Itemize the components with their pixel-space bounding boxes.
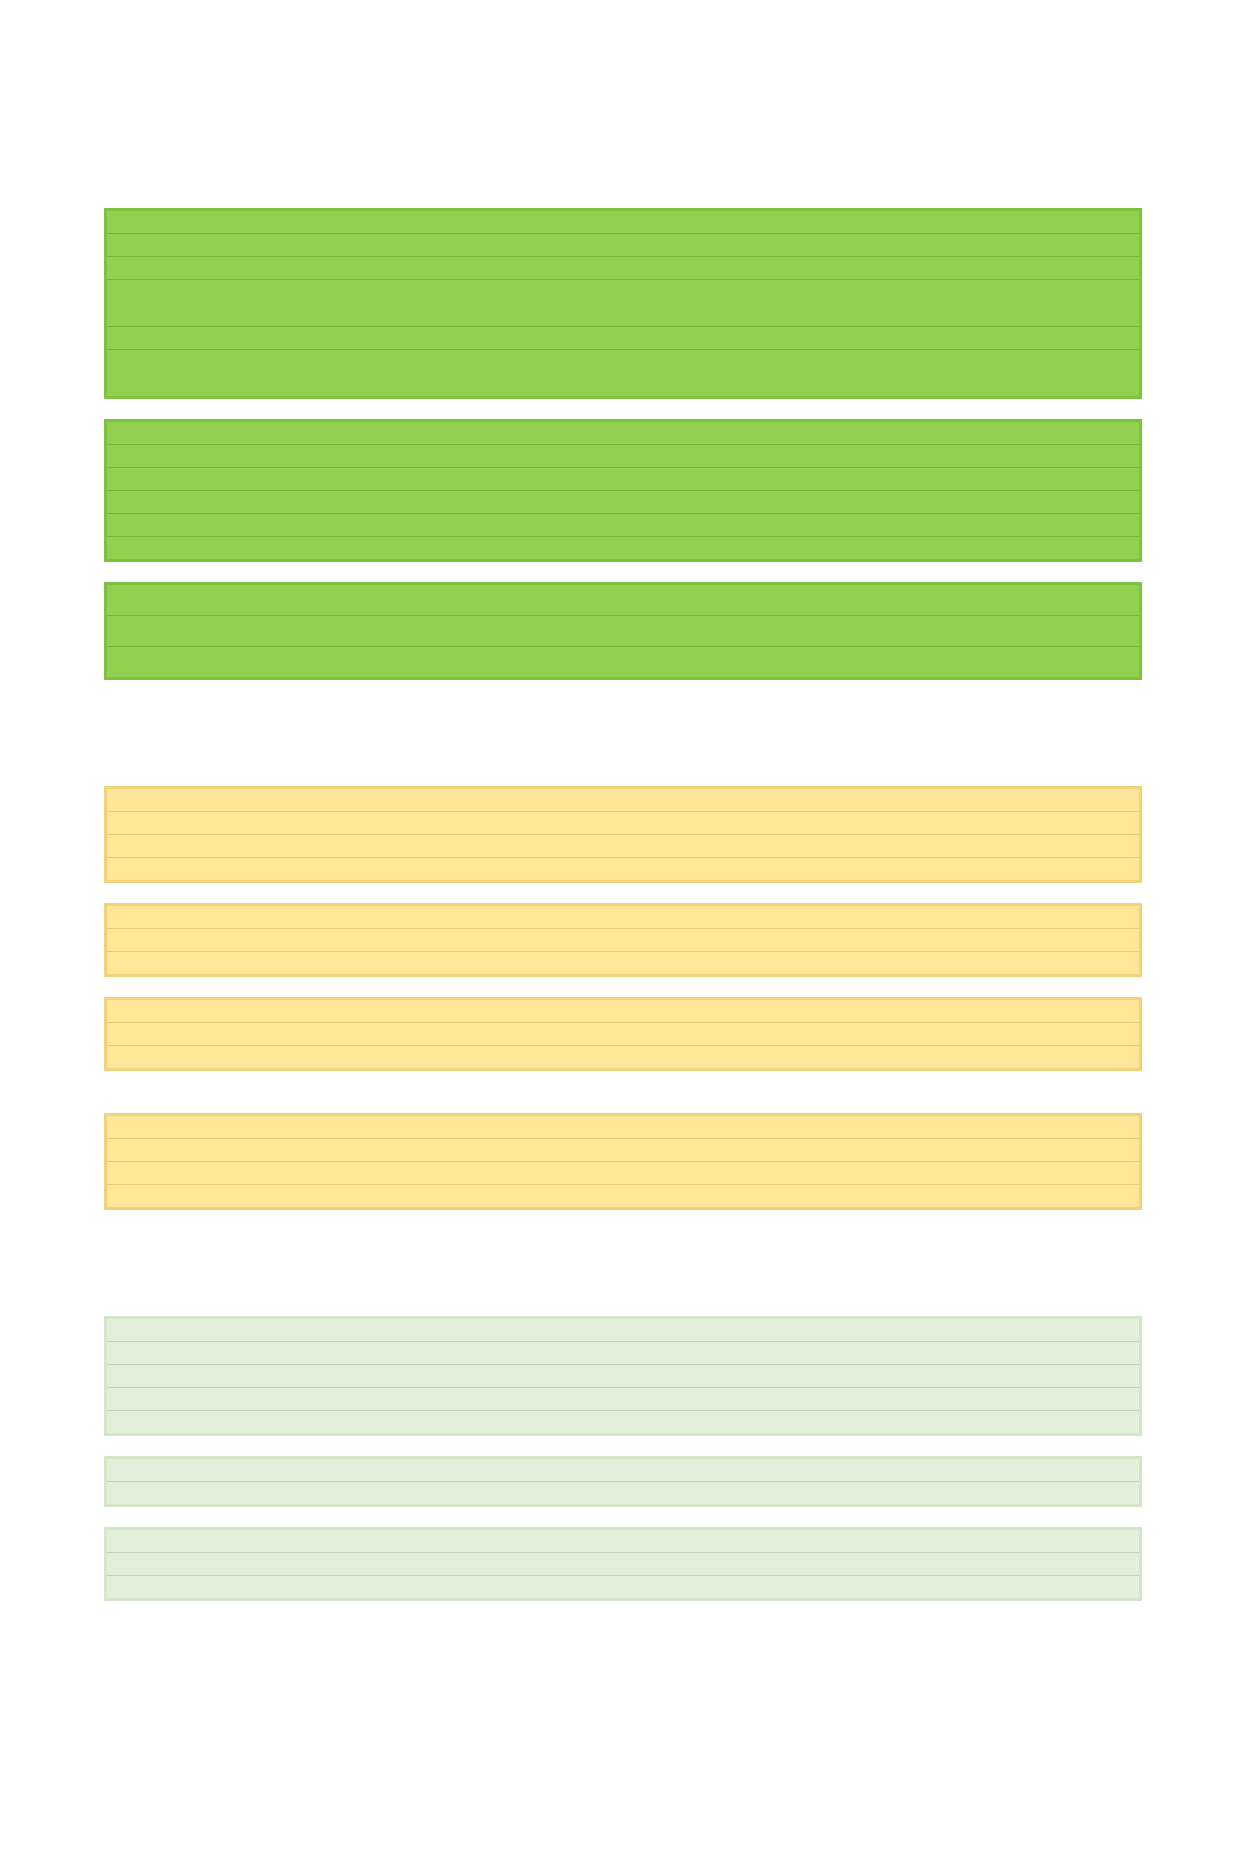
list-item <box>107 514 1139 537</box>
section-block <box>104 997 1142 1071</box>
section-block <box>104 1456 1142 1507</box>
section-block <box>104 208 1142 399</box>
list-item <box>107 1139 1139 1162</box>
section-heading <box>104 564 1142 582</box>
list-item <box>107 350 1139 396</box>
list-item <box>107 1023 1139 1046</box>
list-item <box>107 952 1139 974</box>
list-item <box>107 1185 1139 1207</box>
list-item <box>107 1553 1139 1576</box>
list-item <box>107 929 1139 952</box>
list-item <box>107 445 1139 468</box>
list-item <box>107 1576 1139 1598</box>
list-item <box>107 1365 1139 1388</box>
section-block <box>104 1527 1142 1601</box>
subtema-3-1-title <box>104 1276 1142 1294</box>
section-heading <box>104 401 1142 419</box>
section-block <box>104 786 1142 883</box>
list-item <box>107 468 1139 491</box>
list-item <box>107 616 1139 647</box>
tema-3-title <box>104 1236 1142 1254</box>
list-item <box>107 1319 1139 1342</box>
list-item <box>107 1411 1139 1433</box>
list-item <box>107 422 1139 445</box>
list-item <box>107 812 1139 835</box>
list-item <box>107 257 1139 280</box>
list-item <box>107 858 1139 880</box>
subtema-2-1-title <box>104 746 1142 764</box>
list-item <box>107 1342 1139 1365</box>
list-item <box>107 280 1139 327</box>
list-item <box>107 1482 1139 1504</box>
list-item <box>107 1000 1139 1023</box>
subtema-2-2-title <box>104 1091 1142 1109</box>
section-block <box>104 1316 1142 1436</box>
section-heading <box>104 1438 1142 1456</box>
section-heading <box>104 190 1142 208</box>
section-heading <box>104 979 1142 997</box>
section-block <box>104 582 1142 680</box>
list-item <box>107 1530 1139 1553</box>
list-item <box>107 1459 1139 1482</box>
list-item <box>107 1116 1139 1139</box>
list-item <box>107 537 1139 559</box>
tema-2-title <box>104 706 1142 724</box>
section-block <box>104 903 1142 977</box>
list-item <box>107 1162 1139 1185</box>
section-heading <box>104 885 1142 903</box>
list-item <box>107 1046 1139 1068</box>
list-item <box>107 211 1139 234</box>
list-item <box>107 491 1139 514</box>
list-item <box>107 835 1139 858</box>
list-item <box>107 234 1139 257</box>
document-body <box>104 190 1142 1603</box>
list-item <box>107 327 1139 350</box>
section-heading <box>104 1509 1142 1527</box>
list-item <box>107 789 1139 812</box>
list-item <box>107 647 1139 677</box>
section-block <box>104 1113 1142 1210</box>
section-heading <box>104 1298 1142 1316</box>
section-heading <box>104 768 1142 786</box>
list-item <box>107 1388 1139 1411</box>
section-block <box>104 419 1142 562</box>
list-item <box>107 906 1139 929</box>
list-item <box>107 585 1139 616</box>
